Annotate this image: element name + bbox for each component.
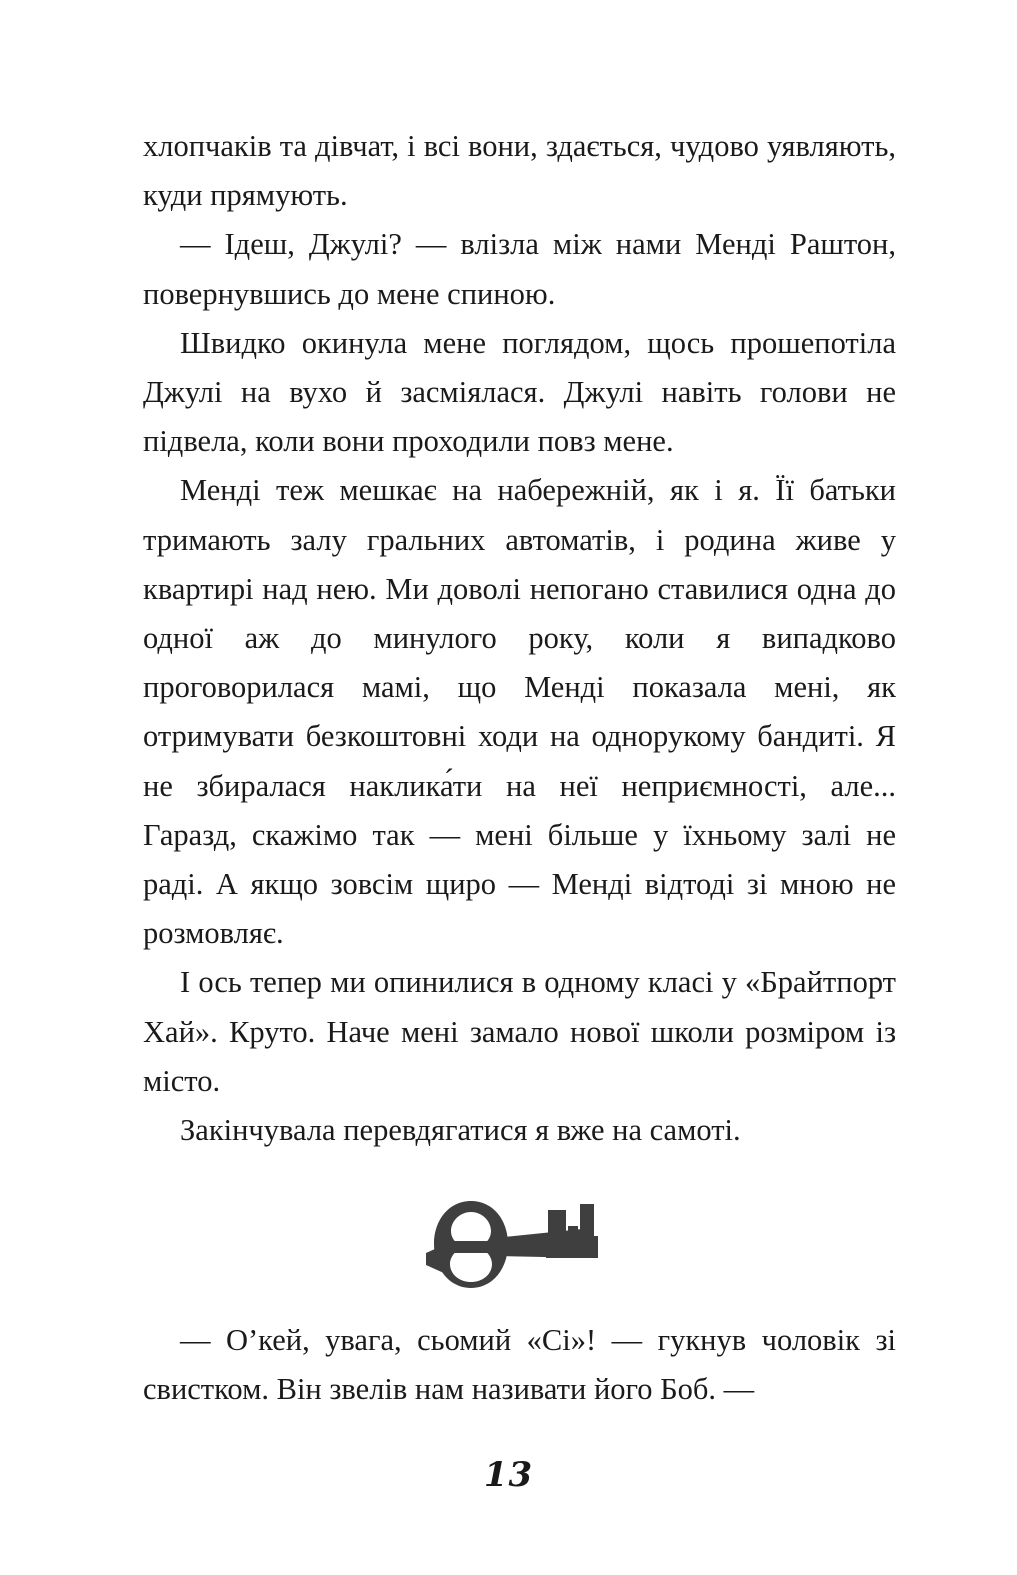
body-text-column: [143, 122, 896, 1155]
page-number: 13: [483, 1455, 534, 1495]
scene-break-ornament: [0, 1196, 1017, 1292]
paragraph: Швидко окинула мене поглядом, щось прошепотіла Джулі на вухо й засміялася. Джулі навіть голови не підвела, коли вони проходили повз мене.: [143, 325, 896, 459]
paragraph: І ось тепер ми опинилися в одному класі у «Брайтпорт Хай». Круто. Наче мені замало нової школи розміром із місто.: [143, 965, 896, 1098]
paragraph: хлопчаків та дівчат, і всі вони, здається, чудово уявляють, куди прямують.: [143, 129, 896, 213]
paragraph: Закінчувала перевдягатися я вже на самоті.: [180, 1113, 741, 1148]
paragraph: — О’кей, увага, сьомий «Сі»! — гукнув чоловік зі свистком. Він звелів нам називати його Боб. —: [143, 1323, 896, 1407]
key-icon: [416, 1196, 602, 1292]
paragraph: Менді теж мешкає на набережній, як і я. Її батьки тримають залу гральних автоматів, і родина живе у квартирі над нею. Ми доволі непогано ставилися одна до одної аж до минулого року, коли я випадково проговорилася мамі, що Менді показала мені, як отримувати безкоштовні ходи на однорукому бандиті. Я не збиралася наклика́ти на неї неприємності, але... Гаразд, скажімо так — мені більше у їхньому залі не раді. А якщо зовсім щиро — Менді відтоді зі мною не розмовляє.: [143, 473, 896, 951]
paragraph: — Ідеш, Джулі? — влізла між нами Менді Раштон, повернувшись до мене спиною.: [143, 227, 896, 311]
body-text-column-after-ornament: [143, 1316, 896, 1414]
